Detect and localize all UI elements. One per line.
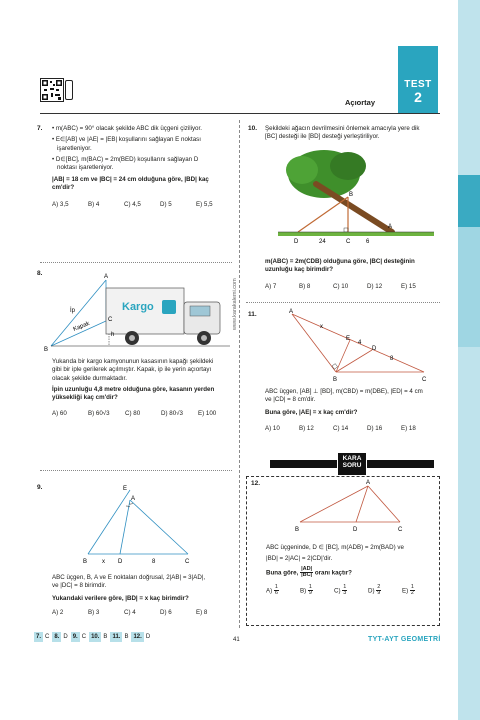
q9-label-8: 8 <box>152 559 156 565</box>
answer-key-item <box>71 632 86 642</box>
test-number: 2 <box>414 89 422 105</box>
q11-option-e[interactable]: E) 18 <box>401 425 416 433</box>
q9-label-e: E <box>123 486 128 492</box>
q9-option-d[interactable]: D) 6 <box>160 609 172 617</box>
q9-body <box>52 574 236 617</box>
q11-label-8: 8 <box>390 356 394 362</box>
topic-title: Açıortay <box>345 98 376 107</box>
q12-question <box>266 567 438 579</box>
q8-option-b[interactable]: B) 60√3 <box>88 409 110 417</box>
q12-question-post: oranı kaçtır? <box>314 569 352 577</box>
q9-label-a: A <box>131 496 136 502</box>
q9-figure <box>78 482 198 566</box>
q7-body <box>52 125 232 209</box>
q7-option-a[interactable]: A) 3,5 <box>52 200 69 208</box>
q12-ratio-num: |AD| <box>301 565 313 572</box>
q12-option-d-fraction <box>376 585 381 597</box>
q11-figure <box>284 306 434 384</box>
q8-question-1: İpin uzunluğu 4,8 metre olduğuna göre, kasanın yerden <box>52 386 215 394</box>
q8-label-a: A <box>104 274 109 280</box>
q8-text-3: olacak şekilde durmaktadır. <box>52 374 127 382</box>
q12-option-c-fraction <box>342 585 347 597</box>
q11-option-a[interactable]: A) 10 <box>265 425 280 433</box>
q10-figure <box>262 144 436 248</box>
q7-options <box>52 201 232 209</box>
q12-question-pre: Buna göre, <box>266 569 299 577</box>
q8-option-a[interactable]: A) 60 <box>52 409 67 417</box>
q8-rope <box>51 280 106 346</box>
q8-wheel-1-hub <box>129 335 135 341</box>
side-color-bar <box>458 0 480 720</box>
q8-label-b: B <box>44 347 49 352</box>
q10-tree-crown-left <box>286 156 318 184</box>
q10-label-d: D <box>294 239 299 245</box>
q10-option-c[interactable]: C) 10 <box>333 282 349 290</box>
q7-question-1: |AB| = 18 cm ve |BC| = 24 cm olduğuna göre, |BD| kaç <box>52 175 209 183</box>
q11-label-c: C <box>422 377 427 383</box>
q7-question-2: cm'dir? <box>52 184 75 192</box>
q11-label-b: B <box>333 377 338 383</box>
q11-question: Buna göre, |AE| = x kaç cm'dir? <box>265 408 358 416</box>
q7-line-2: • E∈[AB] ve |AE| = |EB| koşullarını sağlayan E noktası <box>52 136 201 144</box>
q11-option-c[interactable]: C) 14 <box>333 425 349 433</box>
q10-option-d[interactable]: D) 12 <box>367 282 383 290</box>
answer-key-num: 9. <box>71 632 80 642</box>
q12-option-e-fraction <box>410 585 415 597</box>
q10-label-24: 24 <box>319 239 326 245</box>
q10-body <box>265 258 440 291</box>
answer-key-item <box>110 632 128 642</box>
q10-text <box>265 125 440 142</box>
q10-right-angle <box>344 228 348 232</box>
side-bar-accent <box>458 175 480 227</box>
q9-number: 9. <box>37 484 43 491</box>
q11-options <box>265 425 440 433</box>
q11-option-b[interactable]: B) 12 <box>299 425 314 433</box>
q7-line-1: • m(ABC) = 90° olacak şekilde ABC dik üçgeni çiziliyor. <box>52 125 202 132</box>
q10-options <box>265 283 440 291</box>
q7-l3: işaretleniyor. <box>57 144 92 152</box>
q12-option-a-num: 1 <box>274 583 278 590</box>
q10-grass <box>278 232 434 236</box>
q11-text-2: ve |CD| = 8 cm'dir. <box>265 396 316 404</box>
header-divider <box>40 113 440 114</box>
q8-text-2: gibi bir iple gerilerek açılmıştır. Kapak, ip ile yerin açıortayı <box>52 366 212 374</box>
q7-option-e[interactable]: E) 5,5 <box>196 200 213 208</box>
q9-option-e[interactable]: E) 8 <box>196 609 208 617</box>
q12-ratio-fraction <box>300 567 313 579</box>
q10-text-1: Şekildeki ağacın devrilmesini önlemek amacıyla yere dik <box>265 125 420 132</box>
q9-option-b[interactable]: B) 3 <box>88 609 100 617</box>
kara-soru-line-2: SORU <box>342 461 362 469</box>
q12-option-a-den: 6 <box>274 590 278 597</box>
q12-option-d-den: 9 <box>377 590 381 597</box>
q11-segment-be <box>336 340 350 372</box>
footer-title: TYT-AYT GEOMETRİ <box>368 636 441 643</box>
q12-option-a-fraction <box>274 585 279 597</box>
q10-question-2: uzunluğu kaç birimdir? <box>265 266 334 274</box>
q9-segment-ad <box>120 500 130 554</box>
q8-text-1: Yukarıda bir kargo kamyonunun kasasının kapağı şekildeki <box>52 358 214 365</box>
answer-key-num: 11. <box>110 632 122 642</box>
q8-label-kapak: Kapak <box>72 320 91 333</box>
q7-option-c[interactable]: C) 4,5 <box>124 200 141 208</box>
q10-question-1: m(ABC) = 2m(CDB) olduğuna göre, |BC| desteğinin <box>265 258 415 265</box>
answer-key-item <box>131 632 150 642</box>
q10-number: 10. <box>248 125 258 132</box>
q10-option-b[interactable]: B) 8 <box>299 282 311 290</box>
kara-soru-line-1: KARA <box>342 455 362 462</box>
q10-option-a[interactable]: A) 7 <box>265 282 277 290</box>
test-badge <box>398 46 438 113</box>
kara-soru-badge <box>337 452 367 476</box>
answer-key <box>34 632 150 642</box>
q9-text-1: ABC üçgen, B, A ve E noktaları doğrusal, 2|AB| = 3|AD|, <box>52 574 206 581</box>
q8-body <box>52 358 236 418</box>
q9-options <box>52 609 236 617</box>
watermark: www.karakalemi.com <box>232 278 238 330</box>
q10-option-e[interactable]: E) 15 <box>401 282 416 290</box>
q12-text-2: |BD| = 2|AC| = 2|CD|'dir. <box>266 555 333 563</box>
q12-option-e-den: 2 <box>410 590 414 597</box>
q7-l4: D∈[BC], m(BAC) = 2m(BED) koşullarını sağlayan D <box>55 156 199 164</box>
q7-option-d[interactable]: D) 5 <box>160 200 172 208</box>
q12-ratio-den: |BC| <box>301 572 313 579</box>
q10-support-bd <box>298 197 348 232</box>
answer-key-item <box>34 632 49 642</box>
answer-key-item <box>52 632 67 642</box>
q8-label-ip: İp <box>70 308 76 314</box>
q7-number: 7. <box>37 125 43 132</box>
q11-option-d[interactable]: D) 16 <box>367 425 383 433</box>
q12-number: 12. <box>251 480 261 487</box>
q11-side-ab <box>292 314 336 372</box>
q10-text-2: [BC] desteği ile [BD] desteği yerleştiriliyor. <box>265 133 380 141</box>
kara-soru-banner <box>270 452 434 476</box>
answer-key-letter: C <box>81 634 87 640</box>
q12-option-e-letter: E) <box>402 587 409 595</box>
q12-label-a: A <box>366 480 371 486</box>
q12-text-1: ABC üçgeninde, D ∈ [BC], m(ADB) = 2m(BAD) ve <box>266 544 404 551</box>
q9-label-b: B <box>83 559 88 565</box>
q12-figure <box>290 478 410 534</box>
q12-option-c-num: 1 <box>343 583 347 590</box>
q10-tree-trunk <box>316 184 392 232</box>
column-divider <box>239 120 240 628</box>
q12-option-e-num: 1 <box>410 583 414 590</box>
q12-label-b: B <box>295 527 300 533</box>
q8-label-h: h <box>111 332 115 338</box>
q10-label-6: 6 <box>366 239 370 245</box>
q12-option-b-num: 1 <box>308 583 312 590</box>
q8-option-c[interactable]: C) 80 <box>125 409 141 417</box>
qr-code-icon[interactable] <box>40 78 64 102</box>
q12-option-b-fraction <box>308 585 313 597</box>
q7-separator <box>40 262 232 263</box>
q11-label-a: A <box>289 309 294 315</box>
q8-question-2: yüksekliği kaç cm'dir? <box>52 394 118 402</box>
q12-option-b-den: 9 <box>308 590 312 597</box>
answer-key-letter: B <box>103 634 108 640</box>
q9-text-2: ve |DC| = 8 birimdir. <box>52 582 107 590</box>
q8-number: 8. <box>37 270 43 277</box>
q9-side-ac <box>130 500 188 554</box>
q11-number: 11. <box>248 311 257 318</box>
q9-side-be <box>88 490 130 554</box>
answer-key-num: 10. <box>89 632 101 642</box>
answer-key-num: 8. <box>52 632 61 642</box>
q12-option-b-letter: B) <box>300 587 307 595</box>
q8-figure <box>40 272 236 352</box>
q12-label-c: C <box>398 527 403 533</box>
q12-option-d[interactable] <box>368 585 402 597</box>
answer-key-num: 7. <box>34 632 43 642</box>
q9-label-x: x <box>102 559 105 565</box>
answer-key-letter: D <box>145 634 151 640</box>
q10-label-a: A <box>388 224 393 230</box>
q12-label-d: D <box>353 527 358 533</box>
answer-key-letter: C <box>45 634 50 640</box>
q12-body <box>266 544 438 597</box>
q10-separator <box>246 302 440 303</box>
q9-angle-mark-2 <box>126 506 130 507</box>
q12-option-e[interactable] <box>402 585 432 597</box>
q8-options <box>52 410 236 418</box>
q11-label-x: x <box>320 324 323 330</box>
q12-side-ac <box>368 486 400 522</box>
q12-option-c-den: 3 <box>343 590 347 597</box>
q10-tree-crown-right <box>330 152 366 180</box>
answer-key-letter: D <box>63 634 68 640</box>
q9-label-c: C <box>185 559 190 565</box>
q7-l2: E∈[AB] ve |AE| = |EB| koşullarını sağlayan E noktası <box>55 136 201 144</box>
q9-option-c[interactable]: C) 4 <box>124 609 136 617</box>
q11-segment-bd <box>336 350 372 372</box>
page-number: 41 <box>233 637 240 643</box>
answer-key-letter: B <box>124 634 129 640</box>
q10-label-c: C <box>346 239 351 245</box>
q11-label-e: E <box>346 336 351 342</box>
q12-option-d-num: 2 <box>377 583 381 590</box>
test-label: TEST <box>404 79 432 90</box>
q7-line-4: • D∈[BC], m(BAC) = 2m(BED) koşullarını sağlayan D <box>52 156 199 164</box>
q12-option-a[interactable] <box>266 585 300 597</box>
side-bar-band <box>458 227 480 347</box>
q11-label-d: D <box>372 346 377 352</box>
q12-option-c[interactable] <box>334 585 368 597</box>
answer-key-num: 12. <box>131 632 143 642</box>
q11-body <box>265 388 440 433</box>
phone-icon <box>65 80 73 100</box>
q8-brand-label: Kargo <box>122 301 154 313</box>
q9-label-d: D <box>118 559 123 565</box>
answer-key-item <box>89 632 107 642</box>
q11-text-1: ABC üçgen, [AB] ⊥ [BD], m(CBD) = m(DBE), |ED| = 4 cm <box>265 388 423 395</box>
q12-option-d-letter: D) <box>368 587 375 595</box>
q12-option-b[interactable] <box>300 585 334 597</box>
q8-wheel-2-hub <box>201 335 207 341</box>
q12-option-a-letter: A) <box>266 587 273 595</box>
q11-label-4: 4 <box>358 340 362 346</box>
q12-option-c-letter: C) <box>334 587 341 595</box>
q8-option-d[interactable]: D) 80√3 <box>161 409 183 417</box>
q8-separator <box>40 470 232 471</box>
q8-cab-window <box>190 306 210 316</box>
q10-label-b: B <box>349 192 354 198</box>
q7-l5: noktası işaretleniyor. <box>57 164 114 172</box>
q7-l1: m(ABC) = 90° olacak şekilde ABC dik üçgeni çiziliyor. <box>55 125 202 132</box>
q9-question: Yukarıdaki verilere göre, |BD| = x kaç birimdir? <box>52 594 189 602</box>
q8-label-c: C <box>108 317 113 323</box>
q9-option-a[interactable]: A) 2 <box>52 609 64 617</box>
q7-option-b[interactable]: B) 4 <box>88 200 100 208</box>
q12-options <box>266 585 438 597</box>
q8-brand-logo-icon <box>162 300 176 314</box>
q8-option-e[interactable]: E) 100 <box>198 409 217 417</box>
